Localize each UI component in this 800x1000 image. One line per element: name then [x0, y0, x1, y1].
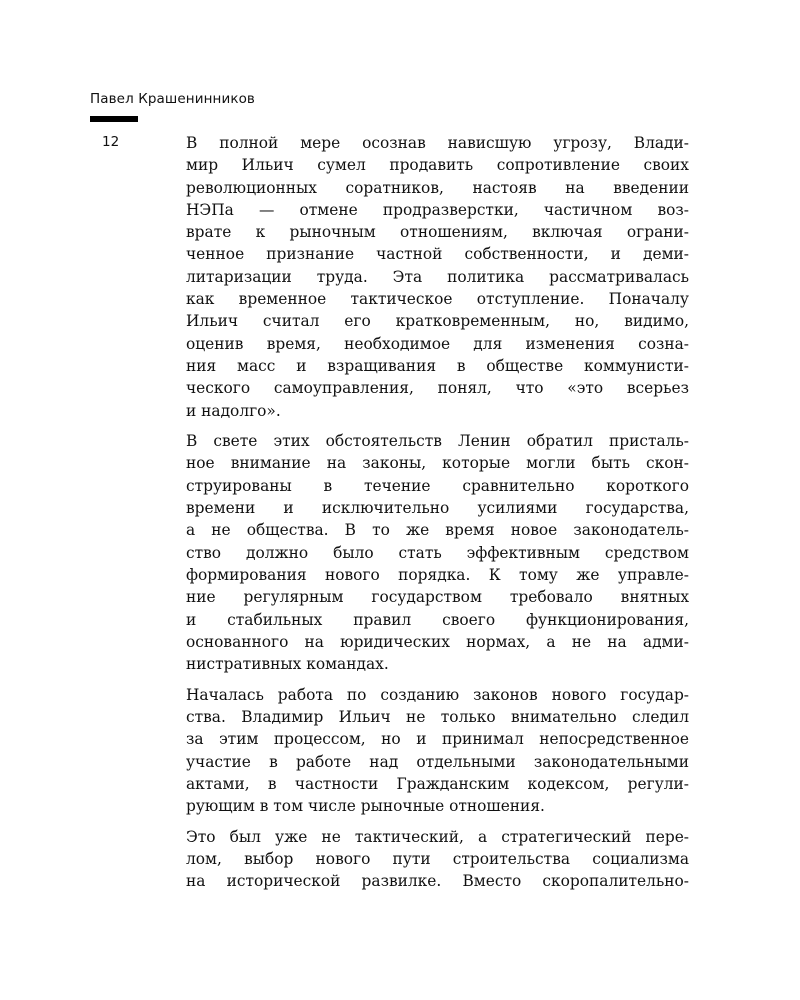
- text-line: времени и исключительно усилиями государства,: [186, 499, 689, 518]
- text-line: ние регулярным государством требовало внятных: [186, 588, 689, 607]
- body-text: [186, 132, 689, 901]
- paragraph-4: [186, 826, 689, 893]
- text-line: на исторической развилке. Вместо скоропалительно-: [186, 872, 689, 891]
- running-head-author: Павел Крашенинников: [90, 91, 255, 107]
- paragraph-1: [186, 132, 689, 422]
- text-line: за этим процессом, но и принимал непосредственное: [186, 730, 689, 749]
- text-line: НЭПа — отмене продразверстки, частичном воз-: [186, 200, 689, 219]
- page-number: 12: [102, 134, 120, 150]
- text-line: ния масс и взращивания в обществе коммунисти-: [186, 356, 689, 375]
- text-line: Началась работа по созданию законов нового государ-: [186, 685, 689, 704]
- text-line: и стабильных правил своего функционирования,: [186, 610, 689, 629]
- text-line: мир Ильич сумел продавить сопротивление своих: [186, 156, 689, 175]
- paragraph-3: [186, 684, 689, 818]
- text-line: оценив время, необходимое для изменения созна-: [186, 334, 689, 353]
- text-line: В свете этих обстоятельств Ленин обратил присталь-: [186, 432, 689, 451]
- header-rule: [90, 116, 138, 122]
- text-line: ченное признание частной собственности, и деми-: [186, 245, 689, 264]
- text-line: Это был уже не тактический, а стратегический пере-: [186, 827, 689, 846]
- text-line: В полной мере осознав нависшую угрозу, Влади-: [186, 134, 689, 152]
- text-line: литаризации труда. Эта политика рассматривалась: [186, 267, 689, 286]
- text-line: революционных соратников, настояв на введении: [186, 178, 689, 197]
- text-line: ство должно было стать эффективным средством: [186, 543, 689, 562]
- text-line: как временное тактическое отступление. Поначалу: [186, 290, 689, 309]
- text-line: врате к рыночным отношениям, включая ограни-: [186, 223, 689, 242]
- text-line: актами, в частности Гражданским кодексом, регули-: [186, 774, 689, 793]
- text-line: нистративных командах.: [186, 655, 389, 674]
- text-line: формирования нового порядка. К тому же управле-: [186, 565, 689, 584]
- text-line: и надолго».: [186, 401, 281, 420]
- text-line: лом, выбор нового пути строительства социализма: [186, 850, 689, 869]
- text-line: основанного на юридических нормах, а не на адми-: [186, 632, 689, 651]
- text-line: ческого самоуправления, понял, что «это всерьез: [186, 379, 689, 398]
- text-line: ства. Владимир Ильич не только внимательно следил: [186, 708, 689, 727]
- text-line: участие в работе над отдельными законодательными: [186, 752, 689, 771]
- text-line: рующим в том числе рыночные отношения.: [186, 797, 545, 816]
- text-line: струированы в течение сравнительно короткого: [186, 476, 689, 495]
- text-line: а не общества. В то же время новое законодатель-: [186, 521, 689, 540]
- paragraph-2: [186, 430, 689, 675]
- text-line: Ильич считал его кратковременным, но, видимо,: [186, 312, 689, 331]
- text-line: ное внимание на законы, которые могли быть скон-: [186, 454, 689, 473]
